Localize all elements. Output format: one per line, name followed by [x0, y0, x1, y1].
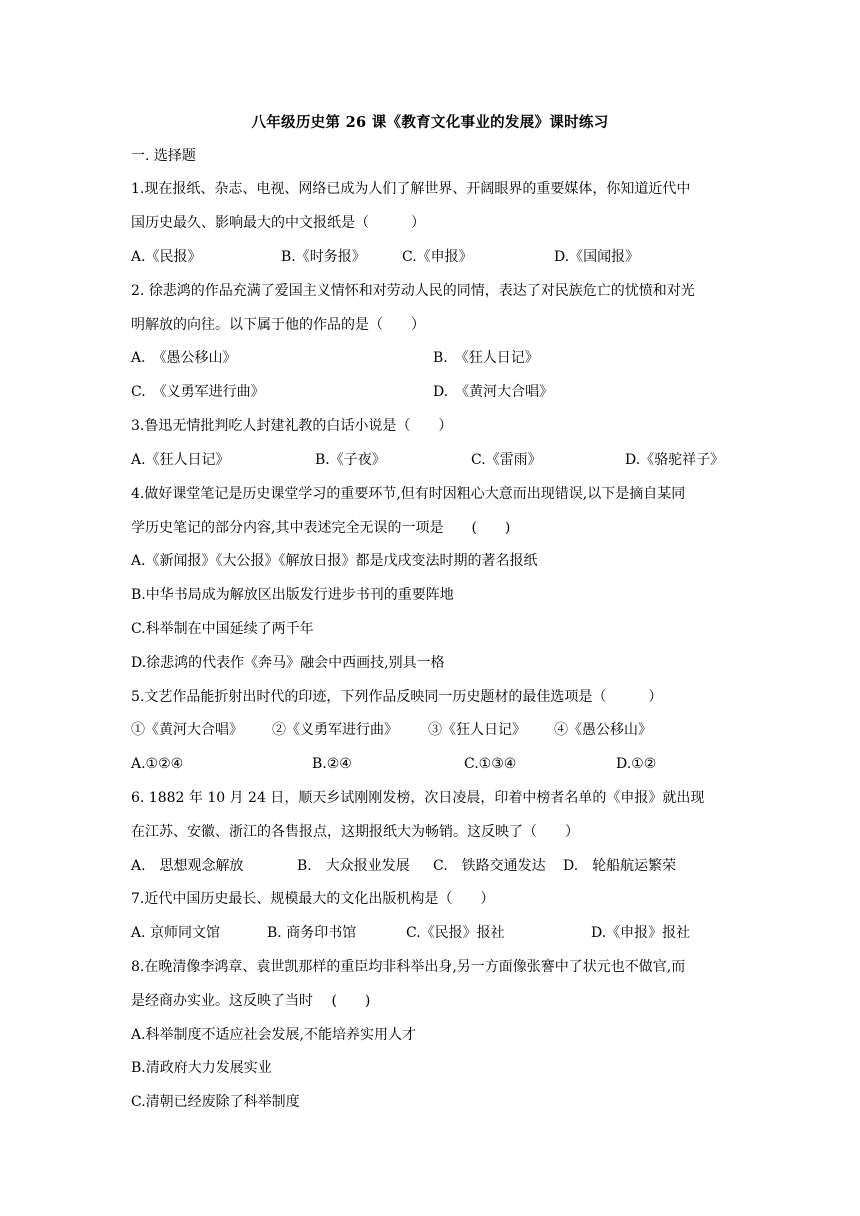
question-6-options: [131, 856, 731, 876]
question-3-stem: 3.鲁迅无情批判吃人封建礼教的白话小说是（ ）: [131, 418, 453, 434]
question-5-items: [131, 720, 731, 740]
question-7-option-d: D.《申报》报社: [591, 925, 691, 941]
question-5-item-4: ④《愚公移山》: [554, 722, 652, 738]
question-8-stem-line-2: 是经商办实业。这反映了当时 ( ): [131, 993, 371, 1009]
question-5-item-3: ③《狂人日记》: [428, 722, 526, 738]
question-3-options: [131, 450, 731, 470]
question-2-options-row-1: [131, 348, 731, 368]
question-8-option-b: B.清政府大力发展实业: [131, 1060, 272, 1076]
question-6-option-d: D. 轮船航运繁荣: [563, 858, 677, 874]
question-1-stem-line-2: 国历史最久、影响最大的中文报纸是（ ）: [131, 215, 425, 231]
question-4-stem-line-1: 4.做好课堂笔记是历史课堂学习的重要环节,但有时因粗心大意而出现错误,以下是摘自某同: [131, 486, 686, 502]
question-1-option-b: B.《时务报》: [281, 249, 366, 265]
question-3-option-b: B.《子夜》: [315, 452, 386, 468]
question-5-item-2: ②《义勇军进行曲》: [272, 722, 398, 738]
question-2-option-a: A. 《愚公移山》: [131, 350, 237, 366]
question-2-option-d: D. 《黄河大合唱》: [433, 384, 554, 400]
question-5-option-a: A.①②④: [131, 756, 184, 772]
page-title: 八年级历史第 26 课《教育文化事业的发展》课时练习: [251, 114, 609, 131]
question-6-option-b: B. 大众报业发展: [297, 858, 410, 874]
question-1-options: [131, 247, 731, 267]
question-3-option-c: C.《雷雨》: [471, 452, 542, 468]
question-5-item-1: ①《黄河大合唱》: [131, 722, 243, 738]
question-1-option-d: D.《国闻报》: [554, 249, 640, 265]
question-2-option-b: B. 《狂人日记》: [433, 350, 539, 366]
question-8-option-c: C.清朝已经废除了科举制度: [131, 1094, 300, 1110]
section-heading: 一. 选择题: [131, 148, 196, 164]
question-7-option-a: A. 京师同文馆: [131, 925, 221, 941]
question-6-option-a: A. 思想观念解放: [131, 858, 244, 874]
question-6-stem-line-1: 6. 1882 年 10 月 24 日，顺天乡试刚刚发榜，次日凌晨，印着中榜者名单的《申报》就出现: [131, 790, 705, 806]
question-8-stem-line-1: 8.在晚清像李鸿章、袁世凯那样的重臣均非科举出身,另一方面像张謇中了状元也不做官,而: [131, 959, 686, 975]
question-4-option-a: A.《新闻报》《大公报》《解放日报》都是戊戌变法时期的著名报纸: [131, 553, 538, 569]
question-5-option-d: D.①②: [616, 756, 657, 772]
question-7-options: [131, 923, 731, 943]
question-3-option-a: A.《狂人日记》: [131, 452, 230, 468]
question-2-options-row-2: [131, 382, 731, 402]
question-5-options: [131, 754, 731, 774]
question-5-option-c: C.①③④: [464, 756, 517, 772]
question-4-option-d: D.徐悲鸿的代表作《奔马》融会中西画技,别具一格: [131, 655, 445, 671]
question-7-option-c: C.《民报》报社: [406, 925, 505, 941]
question-1-stem-line-1: 1.现在报纸、杂志、电视、网络已成为人们了解世界、开阔眼界的重要媒体，你知道近代中: [131, 181, 691, 197]
question-1-option-a: A.《民报》: [131, 249, 202, 265]
question-4-stem-line-2: 学历史笔记的部分内容,其中表述完全无误的一项是 ( ): [131, 520, 511, 536]
question-7-stem: 7.近代中国历史最长、规模最大的文化出版机构是（ ）: [131, 891, 495, 907]
question-6-stem-line-2: 在江苏、安徽、浙江的各售报点，这期报纸大为畅销。这反映了（ ）: [131, 824, 579, 840]
question-6-option-c: C. 铁路交通发达: [433, 858, 546, 874]
question-7-option-b: B. 商务印书馆: [267, 925, 357, 941]
question-3-option-d: D.《骆驼祥子》: [625, 452, 725, 468]
question-2-stem-line-1: 2. 徐悲鸿的作品充满了爱国主义情怀和对劳动人民的同情，表达了对民族危亡的忧愤和对光: [131, 283, 695, 299]
question-8-option-a: A.科举制度不适应社会发展,不能培养实用人才: [131, 1027, 417, 1043]
question-2-stem-line-2: 明解放的向往。以下属于他的作品的是（ ）: [131, 317, 425, 333]
question-4-option-c: C.科举制在中国延续了两千年: [131, 621, 314, 637]
question-5-option-b: B.②④: [312, 756, 352, 772]
question-5-stem: 5.文艺作品能折射出时代的印迹，下列作品反映同一历史题材的最佳选项是（ ）: [131, 689, 663, 705]
question-4-option-b: B.中华书局成为解放区出版发行进步书刊的重要阵地: [131, 587, 454, 603]
question-1-option-c: C.《申报》: [402, 249, 473, 265]
question-2-option-c: C. 《义勇军进行曲》: [131, 384, 265, 400]
